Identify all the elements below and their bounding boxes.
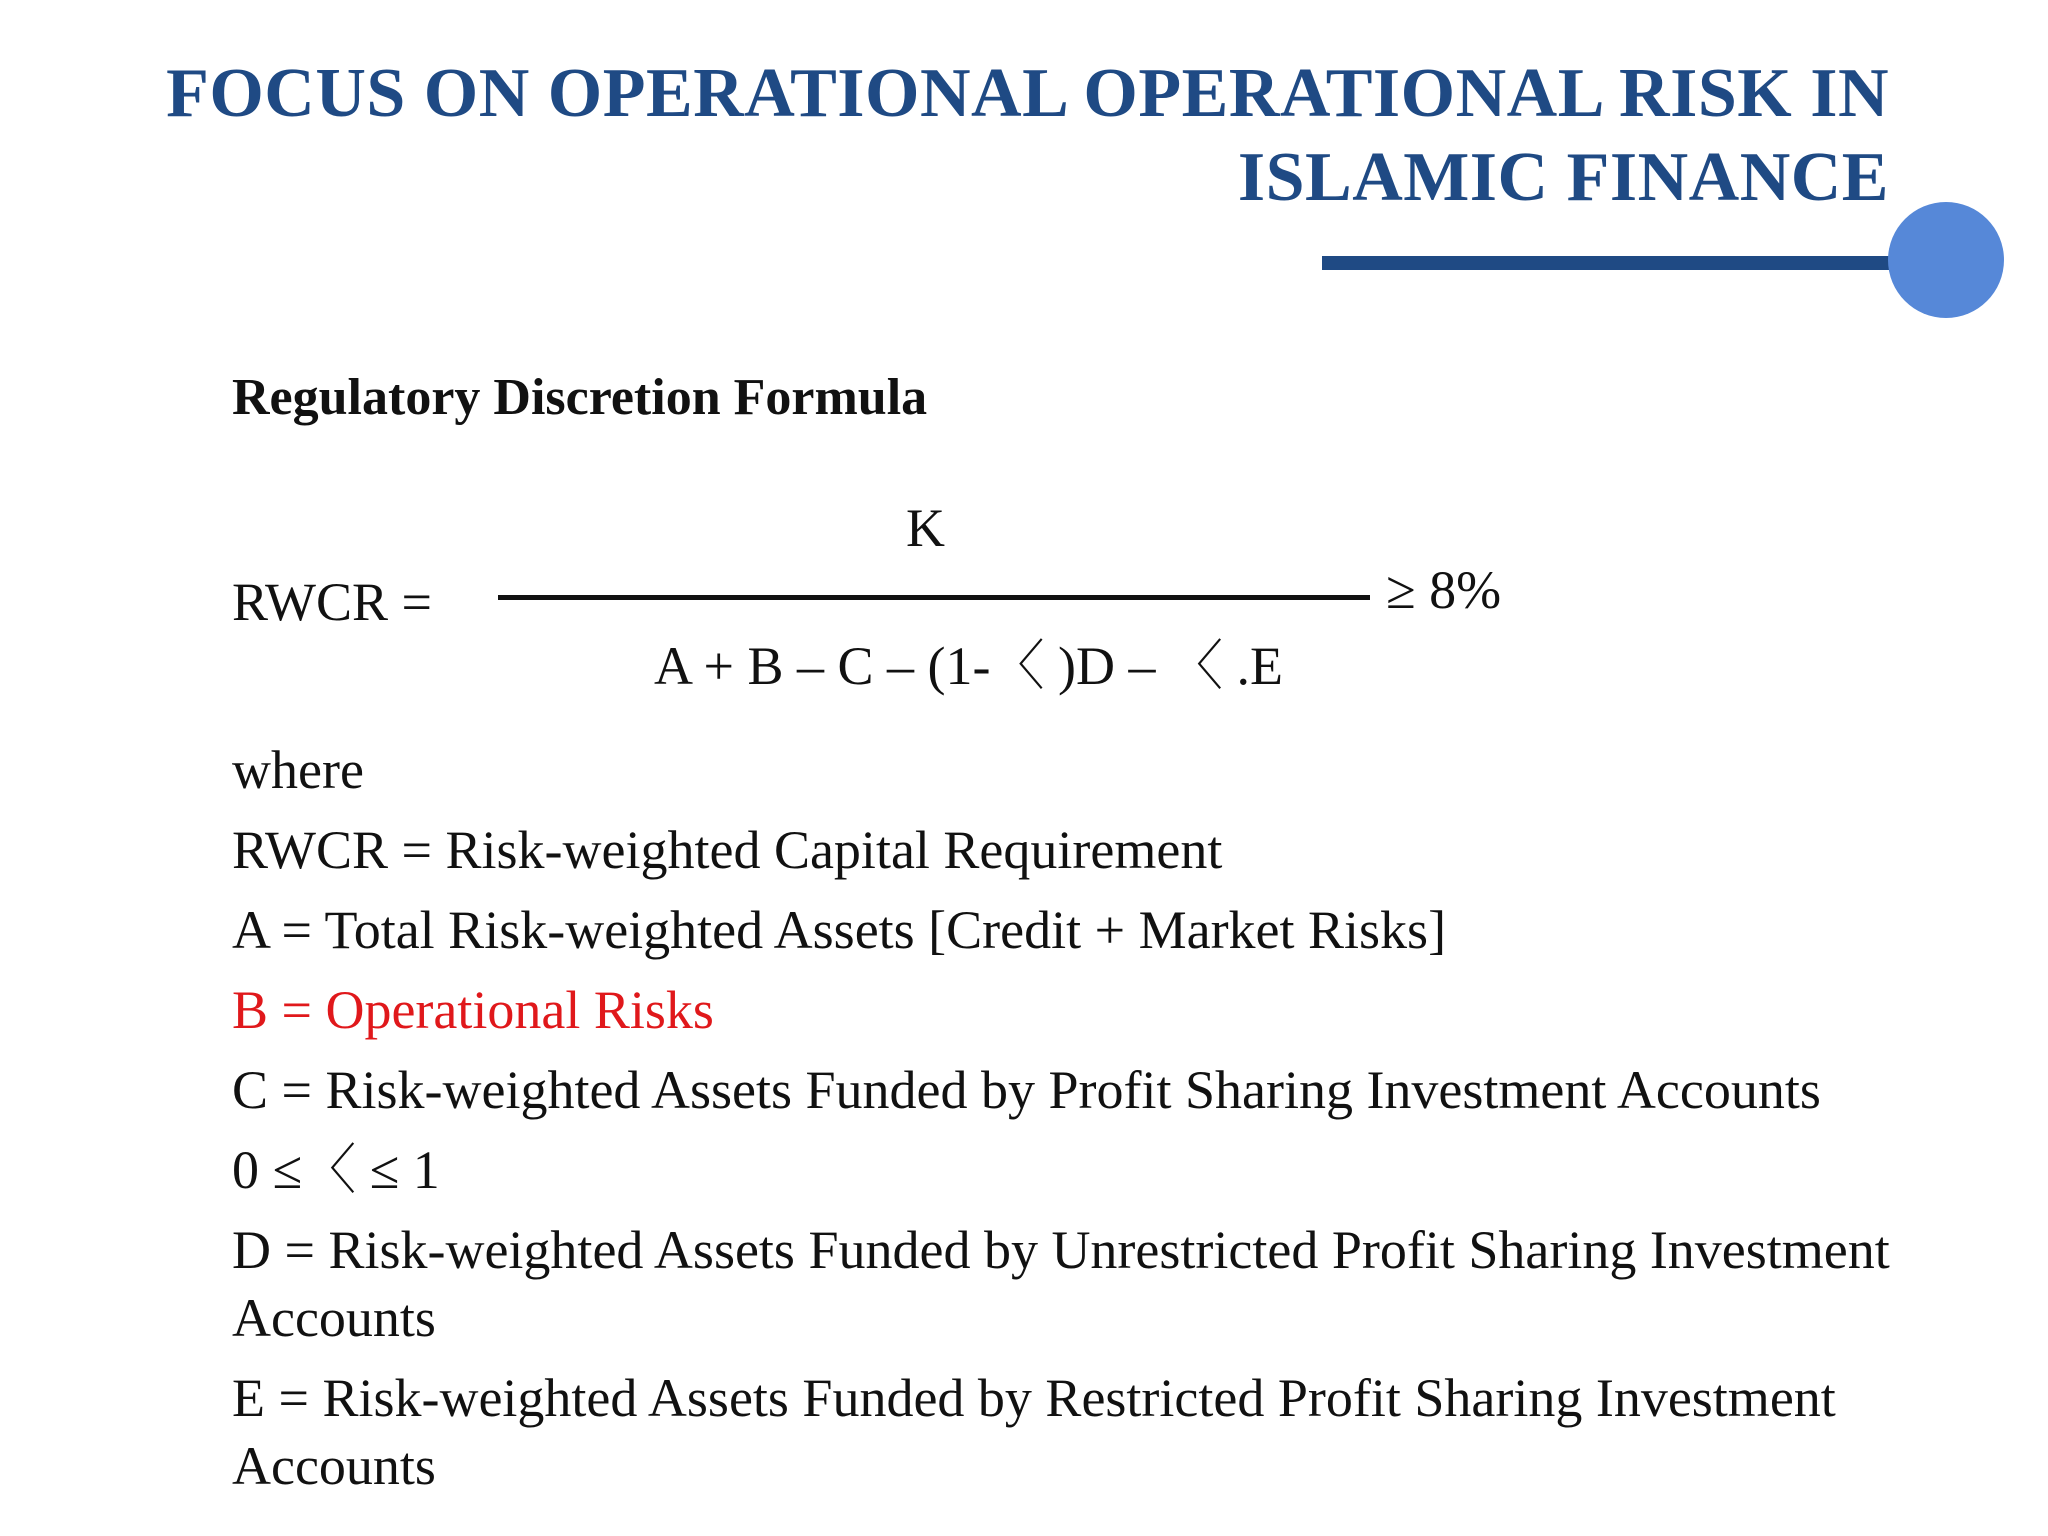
- formula-fraction-bar: [498, 595, 1370, 600]
- title-accent-circle: [1888, 202, 2004, 318]
- definition-b-highlighted: B = Operational Risks: [232, 980, 714, 1040]
- slide-title-line-1: FOCUS ON OPERATIONAL OPERATIONAL RISK IN: [166, 55, 1889, 132]
- formula-denominator: A + B – C – (1-〈 )D – 〈 .E: [654, 636, 1283, 696]
- definitions-intro: where: [232, 740, 364, 800]
- formula-rhs: ≥ 8%: [1386, 560, 1502, 620]
- section-heading: Regulatory Discretion Formula: [232, 369, 928, 426]
- definition-d: D = Risk-weighted Assets Funded by Unrestricted Profit Sharing Investment Accounts: [232, 1220, 1890, 1348]
- definitions-list: [232, 736, 2012, 1512]
- definition-range: 0 ≤〈 ≤ 1: [232, 1140, 440, 1200]
- definition-a: A = Total Risk-weighted Assets [Credit + Market Risks]: [232, 900, 1447, 960]
- definition-c: C = Risk-weighted Assets Funded by Profit Sharing Investment Accounts: [232, 1060, 1821, 1120]
- definition-e: E = Risk-weighted Assets Funded by Restricted Profit Sharing Investment Accounts: [232, 1368, 1836, 1496]
- slide-title: [149, 52, 1889, 220]
- formula-numerator: K: [906, 498, 945, 558]
- definition-rwcr: RWCR = Risk-weighted Capital Requirement: [232, 820, 1223, 880]
- title-underline-rule: [1322, 256, 1962, 270]
- slide-title-line-2: ISLAMIC FINANCE: [1237, 139, 1889, 216]
- formula-lhs: RWCR =: [232, 572, 432, 632]
